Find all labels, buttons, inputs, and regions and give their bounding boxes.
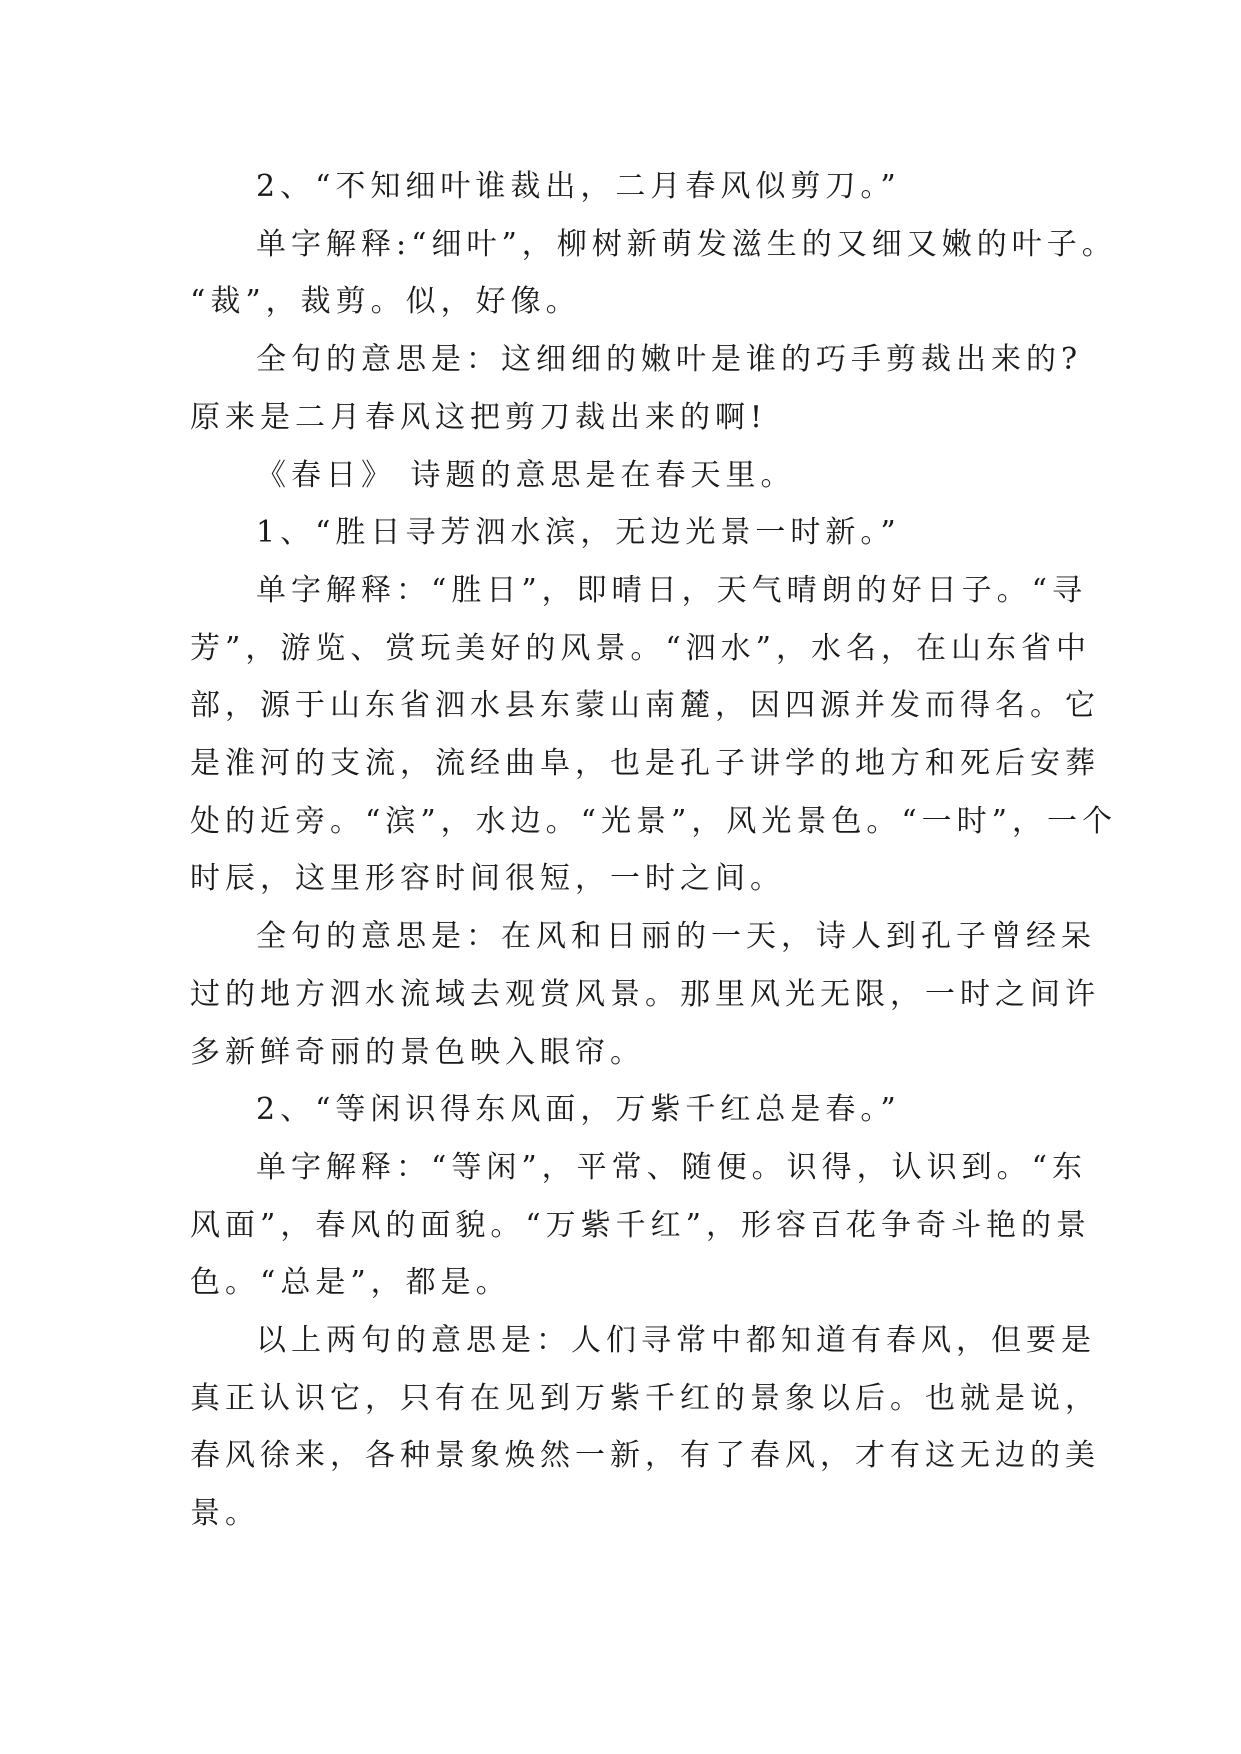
document-body xyxy=(190,158,1118,1543)
word-explanation: 单字解释:“细叶”，柳树新萌发滋生的又细又嫩的叶子。 xyxy=(256,226,1117,262)
sentence-meaning: 全句的意思是：在风和日丽的一天，诗人到孔子曾经呆 xyxy=(256,919,1096,955)
poem-line-1-heading: 1、“胜日寻芳泗水滨，无边光景一时新。” xyxy=(256,515,901,551)
sentence-meaning: 全句的意思是：这细细的嫩叶是谁的巧手剪裁出来的? xyxy=(256,342,1083,378)
word-explanation-cont: 色。“总是”，都是。 xyxy=(190,1265,511,1301)
word-explanation-cont: 时辰，这里形容时间很短，一时之间。 xyxy=(190,861,785,897)
word-explanation-cont: 处的近旁。“滨”，水边。“光景”，风光景色。“一时”，一个 xyxy=(190,803,1118,839)
word-explanation-cont: 芳”，游览、赏玩美好的风景。“泗水”，水名，在山东省中 xyxy=(190,630,1092,666)
sentence-meaning-cont: 过的地方泗水流域去观赏风景。那里风光无限，一时之间许 xyxy=(190,976,1100,1012)
word-explanation-cont: “裁”，裁剪。似，好像。 xyxy=(190,284,581,320)
sentence-meaning-cont: 原来是二月春风这把剪刀裁出来的啊! xyxy=(190,399,768,435)
word-explanation-cont: 部，源于山东省泗水县东蒙山南麓，因四源并发而得名。它 xyxy=(190,688,1100,724)
poem-line-2-heading: 2、“等闲识得东风面，万紫千红总是春。” xyxy=(256,1092,901,1128)
word-explanation: 单字解释：“胜日”，即晴日，天气晴朗的好日子。“寻 xyxy=(256,572,1088,608)
poem-title-chunri: 《春日》 诗题的意思是在春天里。 xyxy=(256,457,796,493)
sentence-meaning: 以上两句的意思是：人们寻常中都知道有春风，但要是 xyxy=(256,1323,1096,1359)
sentence-meaning-cont: 真正认识它，只有在见到万紫千红的景象以后。也就是说， xyxy=(190,1380,1100,1416)
poem-line-2-heading: 2、“不知细叶谁裁出，二月春风似剪刀。” xyxy=(256,169,901,204)
sentence-meaning-cont: 多新鲜奇丽的景色映入眼帘。 xyxy=(190,1034,645,1070)
sentence-meaning-cont: 景。 xyxy=(190,1496,260,1532)
word-explanation-cont: 风面”，春风的面貌。“万紫千红”，形容百花争奇斗艳的景 xyxy=(190,1207,1092,1243)
word-explanation: 单字解释：“等闲”，平常、随便。识得，认识到。“东 xyxy=(256,1149,1088,1185)
sentence-meaning-cont: 春风徐来，各种景象焕然一新，有了春风，才有这无边的美 xyxy=(190,1438,1100,1474)
word-explanation-cont: 是淮河的支流，流经曲阜，也是孔子讲学的地方和死后安葬 xyxy=(190,746,1100,782)
